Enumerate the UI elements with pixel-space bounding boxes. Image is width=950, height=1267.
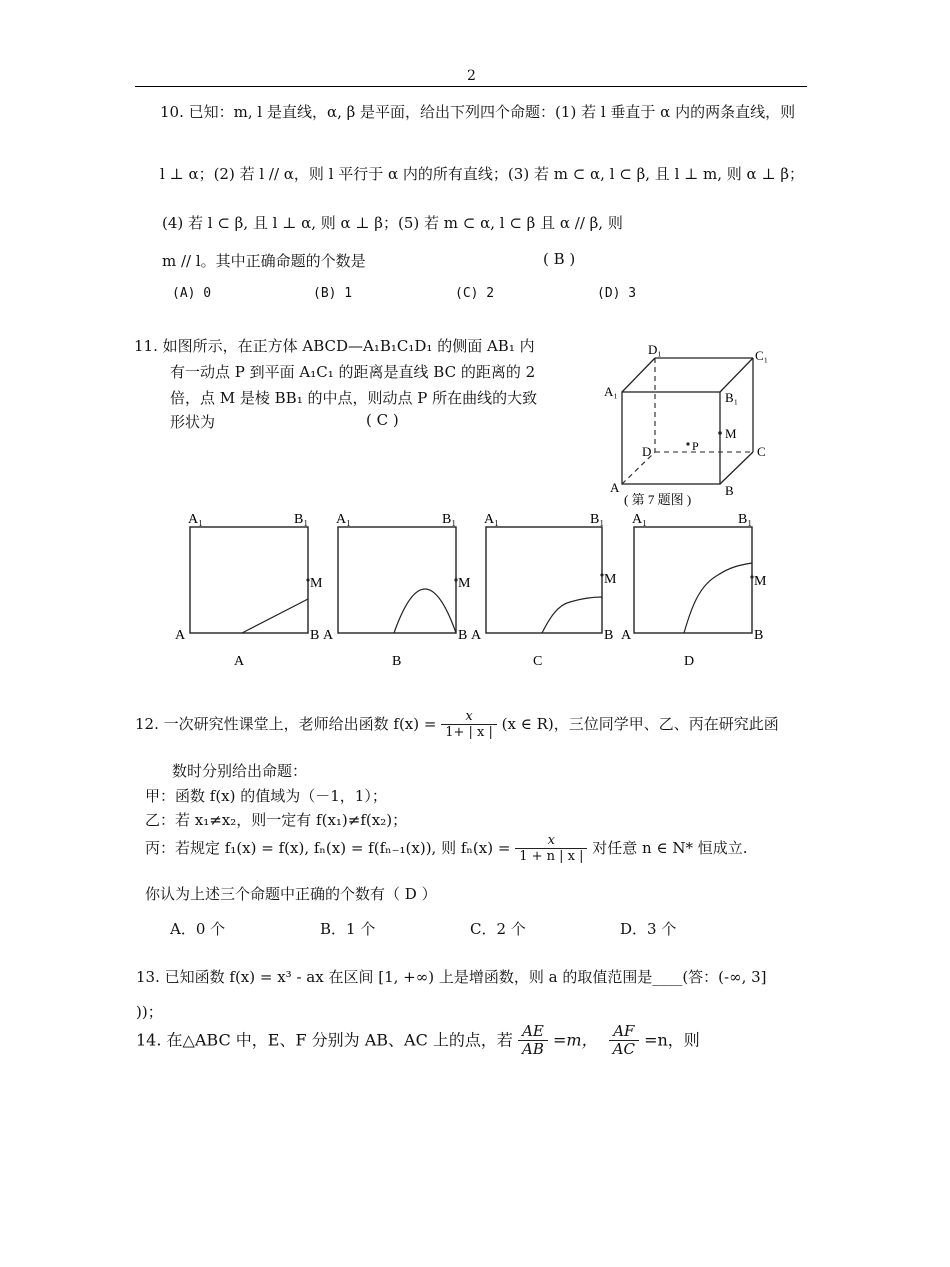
q11-line-3: 倍，点 M 是棱 BB₁ 的中点，则动点 P 所在曲线的大致: [170, 389, 538, 407]
panel-a-b: B: [310, 628, 320, 643]
q14-fraction-2-den: AC: [612, 1040, 635, 1058]
panel-d: [621, 512, 767, 669]
q10-line-2: l ⊥ α；(2) 若 l // α，则 l 平行于 α 内的所有直线；(3) 若 m ⊂ α, l ⊂ β, 且 l ⊥ m, 则 α ⊥ β；: [160, 165, 804, 183]
q12-fraction-2: [515, 834, 587, 863]
q12-line-1-pre: 12. 一次研究性课堂上，老师给出函数 f(x) =: [135, 715, 437, 733]
q12-option-a: A．0 个: [170, 920, 226, 938]
q11-answer: ( C ): [366, 411, 399, 429]
q10-option-a: (A) 0: [172, 286, 212, 301]
q12-line-5: [145, 834, 748, 863]
panel-b-b: B: [458, 628, 468, 643]
q14-fraction-1-den: AB: [522, 1040, 544, 1058]
cube-label-c1: C₁: [755, 348, 769, 363]
q10-option-b: (B) 1: [313, 286, 353, 301]
q12-option-c: C．2 个: [470, 920, 526, 938]
q12-line-6: 你认为上述三个命题中正确的个数有（ D ）: [145, 885, 437, 903]
panel-b: [323, 512, 471, 669]
q12-option-b: B．1 个: [320, 920, 376, 938]
panel-c-a1: A₁: [484, 512, 499, 527]
panel-a-a1: A₁: [188, 512, 203, 527]
cube-label-a: A: [610, 480, 620, 495]
panel-a-a: A: [175, 628, 186, 643]
q14-fraction-1: [518, 1024, 548, 1057]
q12-line-5-post: 对任意 n ∈ N* 恒成立.: [592, 839, 748, 857]
panel-b-letter: B: [392, 654, 402, 669]
q11-line-2: 有一动点 P 到平面 A₁C₁ 的距离是直线 BC 的距离的 2: [170, 363, 536, 381]
panel-a-m: M: [310, 576, 323, 591]
panel-d-letter: D: [684, 654, 695, 669]
q12-line-1-post: (x ∈ R)，三位同学甲、乙、丙在研究此函: [501, 715, 779, 733]
cube-caption: ( 第 7 题图 ): [624, 492, 692, 507]
q14-fraction-2: [609, 1024, 639, 1057]
panel-a-letter: A: [234, 654, 245, 669]
q12-fraction-1-num: x: [441, 710, 497, 725]
cube-label-p: P: [692, 439, 699, 453]
q10-line-4: m // l。其中正确命题的个数是: [162, 252, 366, 270]
q12-line-5-pre: 丙：若规定 f₁(x) = f(x), fₙ(x) = f(fₙ₋₁(x)), 则 fₙ(x) =: [145, 839, 511, 857]
cube-figure: [598, 340, 778, 510]
panel-c-b: B: [604, 628, 614, 643]
q11-line-4: 形状为: [170, 413, 216, 431]
q12-option-d: D．3 个: [620, 920, 677, 938]
q14-line: [136, 1024, 700, 1057]
q14-fraction-1-num: AE: [518, 1024, 548, 1041]
q12-fraction-1: [441, 710, 497, 739]
cube-label-d1: D₁: [648, 342, 662, 357]
panel-c: [471, 512, 617, 669]
q14-fraction-2-num: AF: [609, 1024, 639, 1041]
header-rule: [135, 86, 807, 87]
q12-fraction-2-den: 1 + n | x |: [519, 849, 584, 864]
q14-pre: 14. 在△ABC 中，E、F 分别为 AB、AC 上的点，若: [136, 1030, 513, 1050]
page-number: 2: [467, 68, 476, 84]
panel-d-m: M: [754, 574, 767, 589]
panel-b-a: A: [323, 628, 334, 643]
panel-c-m: M: [604, 572, 617, 587]
panel-d-b1: B₁: [738, 512, 753, 527]
q12-line-2: 数时分别给出命题：: [172, 762, 308, 780]
q12-fraction-1-den: 1+ | x |: [445, 725, 493, 740]
q14-post: =n，则: [644, 1030, 700, 1050]
cube-label-c: C: [757, 444, 766, 459]
panel-c-letter: C: [533, 654, 543, 669]
cube-label-d: D: [642, 444, 652, 459]
panel-d-b: B: [754, 628, 764, 643]
cube-label-b1: B₁: [725, 390, 739, 405]
cube-label-b: B: [725, 483, 734, 498]
q12-line-1: [135, 710, 779, 739]
panel-b-a1: A₁: [336, 512, 351, 527]
panel-d-a: A: [621, 628, 632, 643]
panel-d-a1: A₁: [632, 512, 647, 527]
q12-fraction-2-num: x: [515, 834, 587, 849]
cube-label-a1: A₁: [604, 384, 618, 399]
panel-b-b1: B₁: [442, 512, 457, 527]
q12-line-3: 甲：函数 f(x) 的值域为（－1，1）；: [145, 787, 387, 805]
q13-line-1: 13. 已知函数 f(x) = x³ - ax 在区间 [1, +∞) 上是增函数，则 a 的取值范围是____(答：(-∞, 3]: [136, 968, 767, 986]
q10-line-1: 10. 已知：m, l 是直线，α, β 是平面，给出下列四个命题：(1) 若 l 垂直于 α 内的两条直线，则: [160, 103, 796, 121]
panel-c-b1: B₁: [590, 512, 605, 527]
q12-line-4: 乙：若 x₁≠x₂，则一定有 f(x₁)≠f(x₂)；: [145, 811, 408, 829]
panel-a-b1: B₁: [294, 512, 309, 527]
panel-c-a: A: [471, 628, 482, 643]
q10-answer: ( B ): [543, 250, 576, 268]
q11-options-figure: [170, 505, 780, 675]
panel-b-m: M: [458, 576, 471, 591]
q10-option-d: (D) 3: [597, 286, 637, 301]
panel-a: [175, 512, 323, 669]
q11-line-1: 11. 如图所示，在正方体 ABCD—A₁B₁C₁D₁ 的侧面 AB₁ 内: [134, 337, 535, 355]
q13-line-2: ))；: [136, 1003, 163, 1021]
q10-line-3: (4) 若 l ⊂ β, 且 l ⊥ α, 则 α ⊥ β；(5) 若 m ⊂ α, l ⊂ β 且 α // β, 则: [162, 214, 623, 232]
cube-label-m: M: [725, 426, 737, 441]
q10-option-c: (C) 2: [455, 286, 495, 301]
q14-mid: =m，: [552, 1030, 598, 1050]
